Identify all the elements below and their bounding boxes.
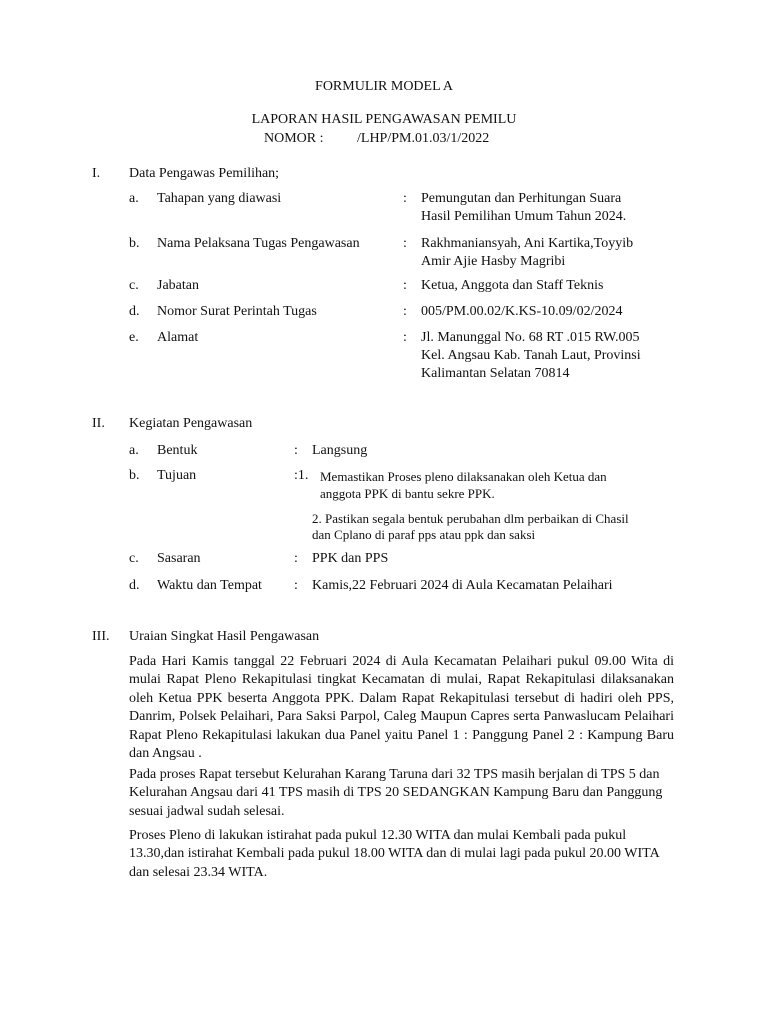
section-2-title: Kegiatan Pengawasan: [129, 416, 253, 431]
item-label-jabatan: Jabatan: [157, 278, 199, 293]
item-separator: :: [403, 330, 407, 345]
item-label-tahapan: Tahapan yang diawasi: [157, 191, 282, 206]
item-value-line: Hasil Pemilihan Umum Tahun 2024.: [421, 209, 627, 224]
item-separator: :: [403, 191, 407, 206]
item-label-sasaran: Sasaran: [157, 551, 201, 566]
section-2-number: II.: [92, 416, 105, 431]
item-separator: :: [403, 236, 407, 251]
nomor-label: NOMOR :: [264, 131, 324, 146]
item-letter: a.: [129, 443, 139, 458]
section-1-title: Data Pengawas Pemilihan;: [129, 166, 280, 181]
item-letter: e.: [129, 330, 139, 345]
summary-paragraph: Pada proses Rapat tersebut Kelurahan Karang Taruna dari 32 TPS masih berjalan di TPS 5 dan Kelurahan Angsau dari 41 TPS masih di TPS 20 SEDANGKAN Kampung Baru dan Panggung sesuai jadwal sudah selesai.: [129, 767, 663, 819]
item-value-line: Kalimantan Selatan 70814: [421, 366, 570, 381]
item-separator: :: [403, 278, 407, 293]
item-letter: c.: [129, 278, 139, 293]
form-title: FORMULIR MODEL A: [315, 79, 453, 94]
section-1-number: I.: [92, 166, 101, 181]
item-label-waktu: Waktu dan Tempat: [157, 578, 262, 593]
item-value-line: 005/PM.00.02/K.KS-10.09/02/2024: [421, 304, 623, 319]
item-label-tujuan: Tujuan: [157, 468, 197, 483]
nomor-value: /LHP/PM.01.03/1/2022: [357, 131, 490, 146]
item-letter: d.: [129, 578, 140, 593]
item-letter: c.: [129, 551, 139, 566]
item-value-line: Pemungutan dan Perhitungan Suara: [421, 191, 622, 206]
tujuan-point-2-line: 2. Pastikan segala bentuk perubahan dlm perbaikan di Chasil: [312, 511, 629, 526]
item-label-bentuk: Bentuk: [157, 443, 198, 458]
item-letter: b.: [129, 468, 140, 483]
item-letter: b.: [129, 236, 140, 251]
item-value-line: Ketua, Anggota dan Staff Teknis: [421, 278, 604, 293]
item-letter: d.: [129, 304, 140, 319]
item-label-nomor-surat: Nomor Surat Perintah Tugas: [157, 304, 317, 319]
section-3-title: Uraian Singkat Hasil Pengawasan: [129, 629, 320, 644]
item-separator: :1.: [294, 468, 309, 483]
tujuan-point-2-line: dan Cplano di paraf pps atau ppk dan saksi: [312, 527, 536, 542]
item-label-nama-pelaksana: Nama Pelaksana Tugas Pengawasan: [157, 236, 360, 251]
summary-paragraph: Proses Pleno di lakukan istirahat pada pukul 12.30 WITA dan mulai Kembali pada pukul 13.30,dan istirahat Kembali pada pukul 18.00 WITA dan di mulai lagi pada pukul 20.00 WITA dan selesai 23.34 WITA.: [129, 828, 659, 880]
item-separator: :: [294, 578, 298, 593]
item-letter: a.: [129, 191, 139, 206]
item-separator: :: [403, 304, 407, 319]
section-3-number: III.: [92, 629, 110, 644]
report-subtitle: LAPORAN HASIL PENGAWASAN PEMILU: [251, 112, 517, 127]
item-label-alamat: Alamat: [157, 330, 199, 345]
item-value-bentuk: Langsung: [312, 443, 368, 458]
summary-paragraph: Pada Hari Kamis tanggal 22 Februari 2024 di Aula Kecamatan Pelaihari pukul 09.00 Wita di mulai Rapat Pleno Rekapitulasi tingkat Kecamatan di mulai, Rapat Rekapitulasi dilaksanakan oleh Ketua PPK beserta Anggota PPK. Dalam Rapat Rekapitulasi tersebut di hadiri oleh PPS, Danrim, Polsek Pelaihari, Para Saksi Parpol, Caleg Maupun Capres serta Panwaslucam Pelaihari Rapat Pleno Rekapitulasi lakukan dua Panel yaitu Panel 1 : Panggung Panel 2 : Kampung Baru dan Angsau .: [129, 654, 674, 762]
tujuan-point-1-line: anggota PPK di bantu sekre PPK.: [320, 486, 495, 501]
item-value-line: Kel. Angsau Kab. Tanah Laut, Provinsi: [421, 348, 641, 363]
item-value-line: Jl. Manunggal No. 68 RT .015 RW.005: [421, 330, 640, 345]
tujuan-point-1-line: Memastikan Proses pleno dilaksanakan oleh Ketua dan: [320, 469, 607, 484]
item-separator: :: [294, 551, 298, 566]
item-separator: :: [294, 443, 298, 458]
item-value-line: Amir Ajie Hasby Magribi: [421, 254, 566, 269]
item-value-waktu: Kamis,22 Februari 2024 di Aula Kecamatan Pelaihari: [312, 578, 613, 593]
item-value-line: Rakhmaniansyah, Ani Kartika,Toyyib: [421, 236, 634, 251]
item-value-sasaran: PPK dan PPS: [312, 551, 389, 566]
